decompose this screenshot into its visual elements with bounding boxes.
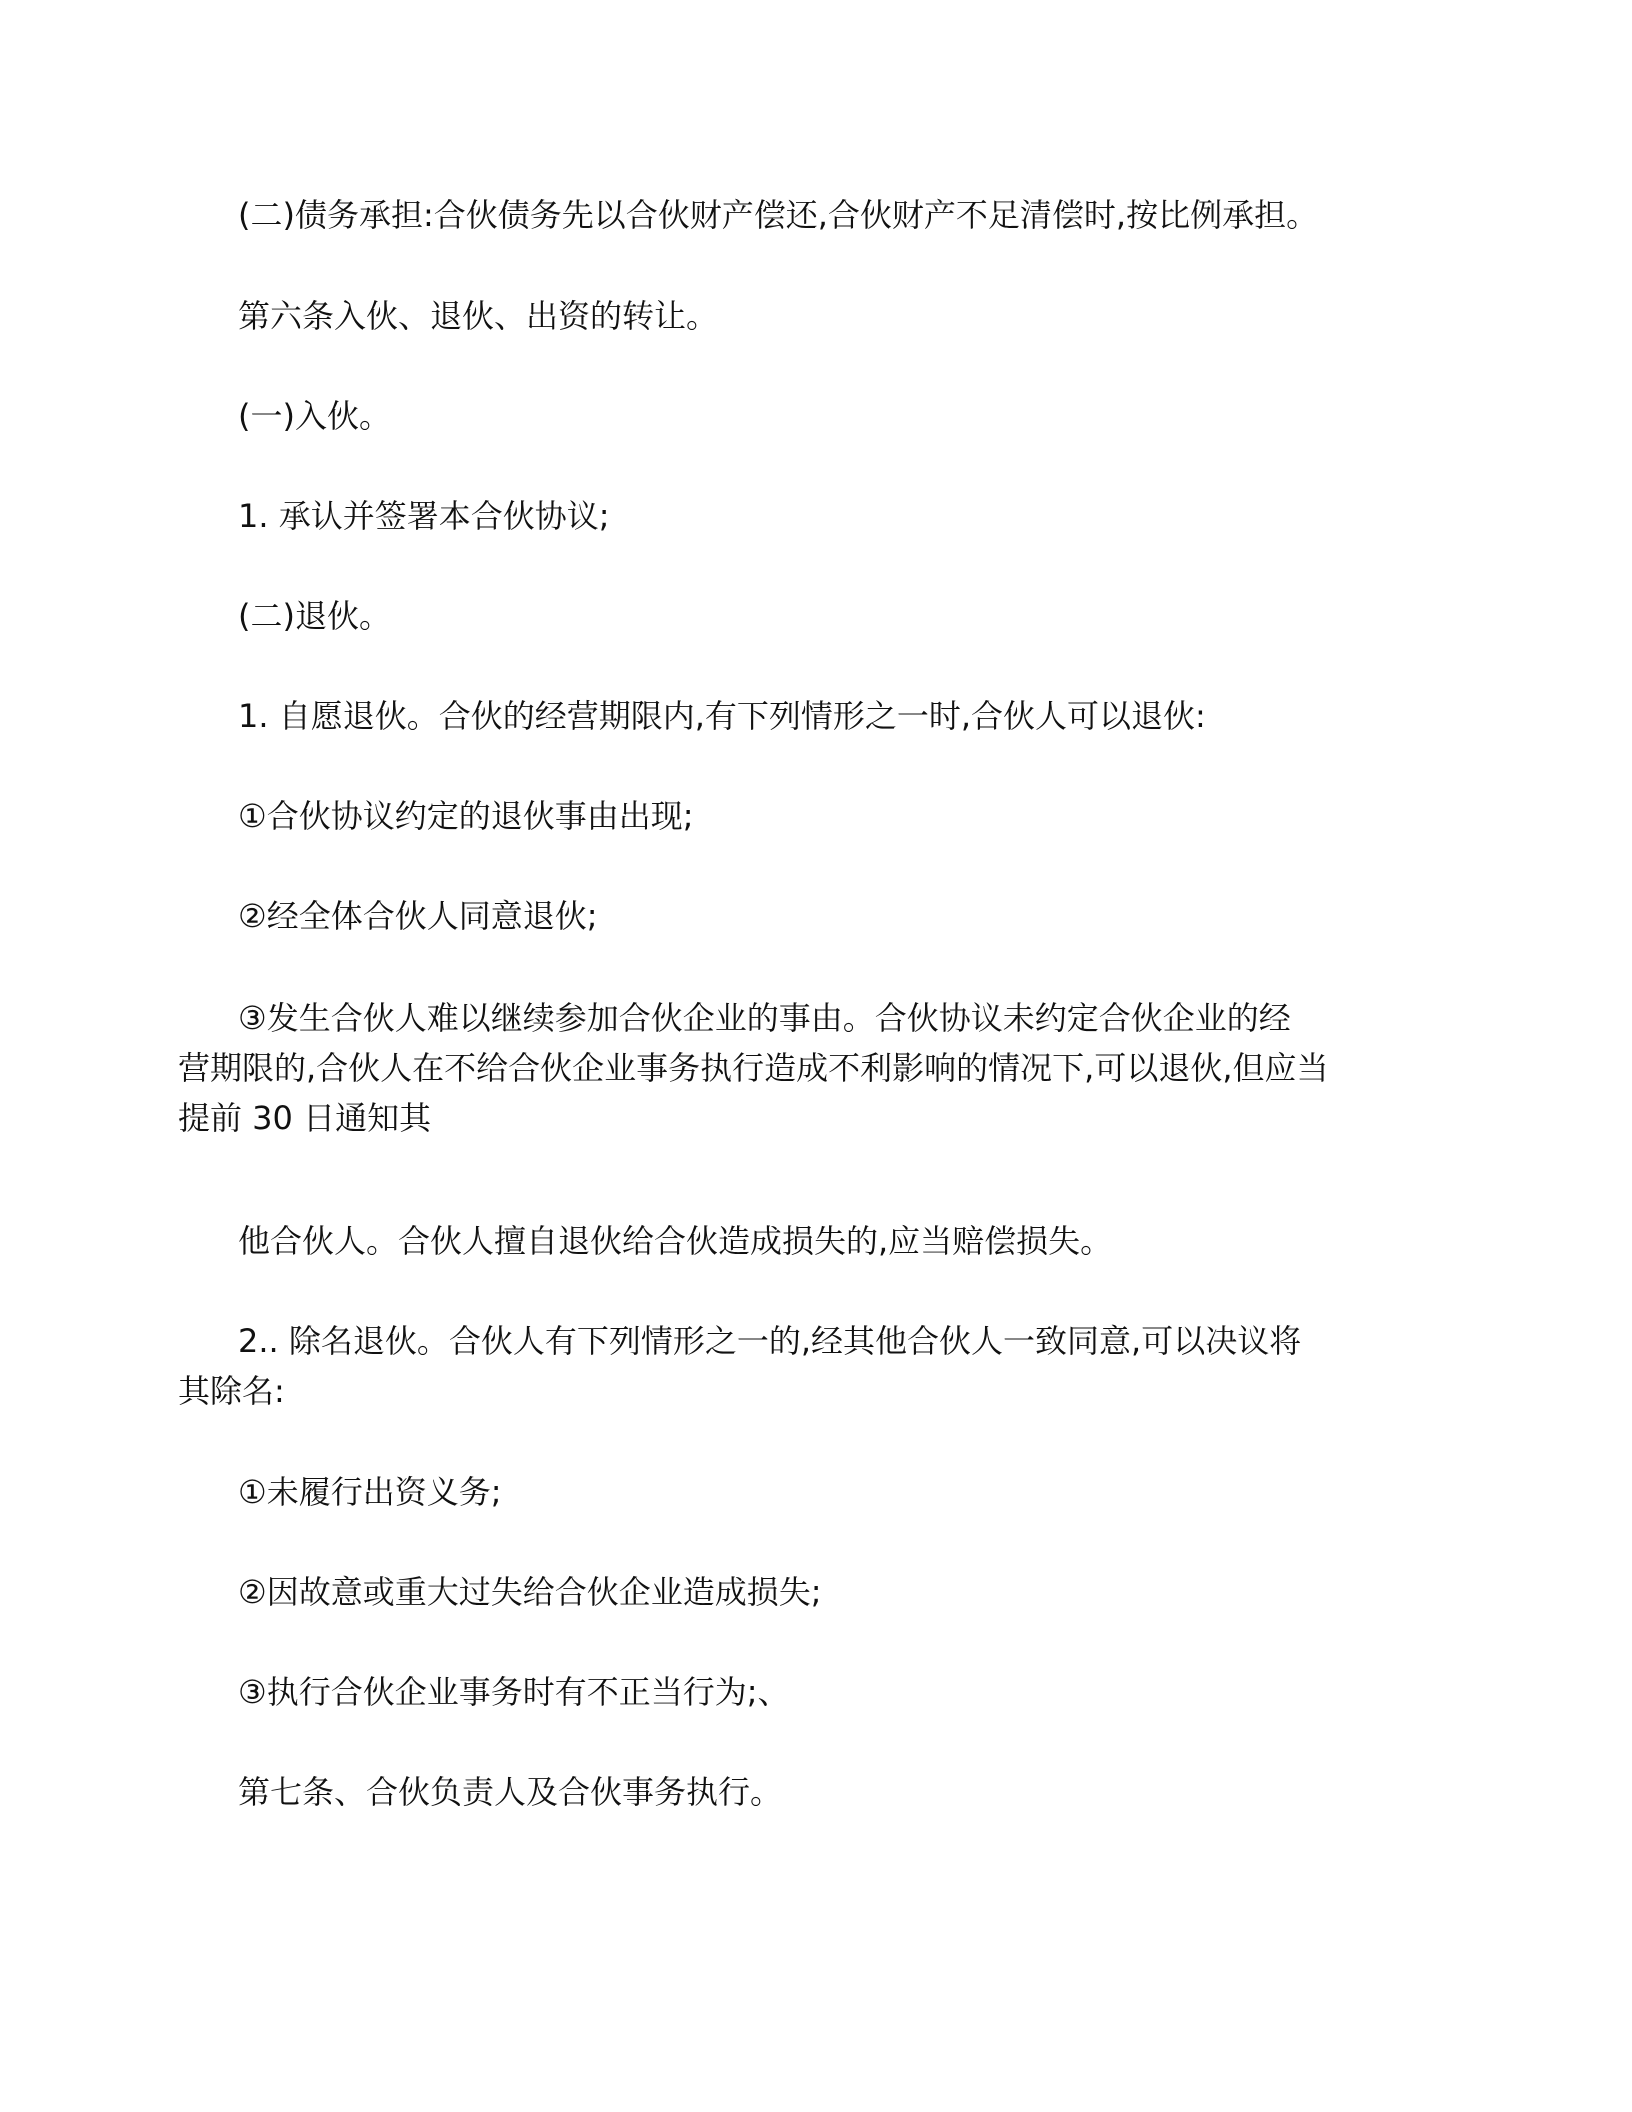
paragraph-line: 2.. 除名退伙。合伙人有下列情形之一的,经其他合伙人一致同意,可以决议将 [238,1322,1302,1360]
paragraph-line: 第六条入伙、退伙、出资的转让。 [238,297,719,335]
expulsion-item-1 [238,1467,1388,1517]
paragraph-line: ③发生合伙人难以继续参加合伙企业的事由。合伙协议未约定合伙企业的经 [238,999,1291,1037]
paragraph-line: ②因故意或重大过失给合伙企业造成损失; [238,1573,822,1611]
paragraph-line: (二)退伙。 [238,597,391,635]
paragraph-line: 营期限的,合伙人在不给合伙企业事务执行造成不利影响的情况下,可以退伙,但应当 [178,1049,1329,1087]
section-withdrawal-heading [238,591,1388,641]
voluntary-withdrawal-item-1 [238,791,1388,841]
paragraph-debt-bearing [238,190,1388,240]
paragraph-line: ②经全体合伙人同意退伙; [238,897,598,935]
expulsion-paragraph [178,1316,1388,1416]
paragraph-line: ①未履行出资义务; [238,1473,502,1511]
article-six-heading [238,291,1388,341]
paragraph-line: (一)入伙。 [238,397,391,435]
expulsion-item-2 [238,1567,1388,1617]
voluntary-withdrawal-item-3 [178,993,1388,1143]
paragraph-line: (二)债务承担:合伙债务先以合伙财产偿还,合伙财产不足清偿时,按比例承担。 [238,196,1319,234]
paragraph-line: 1. 承认并签署本合伙协议; [238,497,610,535]
voluntary-withdrawal-item-2 [238,891,1388,941]
paragraph-line: 1. 自愿退伙。合伙的经营期限内,有下列情形之一时,合伙人可以退伙: [238,697,1206,735]
voluntary-withdrawal-paragraph [238,691,1388,741]
expulsion-item-3 [238,1667,1388,1717]
paragraph-line: 提前 30 日通知其 [178,1099,432,1137]
joining-item-1 [238,491,1388,541]
paragraph-line: 第七条、合伙负责人及合伙事务执行。 [238,1773,783,1811]
paragraph-line: ③执行合伙企业事务时有不正当行为;、 [238,1673,790,1711]
paragraph-line: ①合伙协议约定的退伙事由出现; [238,797,694,835]
section-joining-heading [238,391,1388,441]
paragraph-line: 他合伙人。合伙人擅自退伙给合伙造成损失的,应当赔偿损失。 [238,1222,1113,1260]
paragraph-line: 其除名: [178,1372,285,1410]
withdrawal-notice-paragraph [238,1216,1388,1266]
article-seven-heading [238,1767,1388,1817]
